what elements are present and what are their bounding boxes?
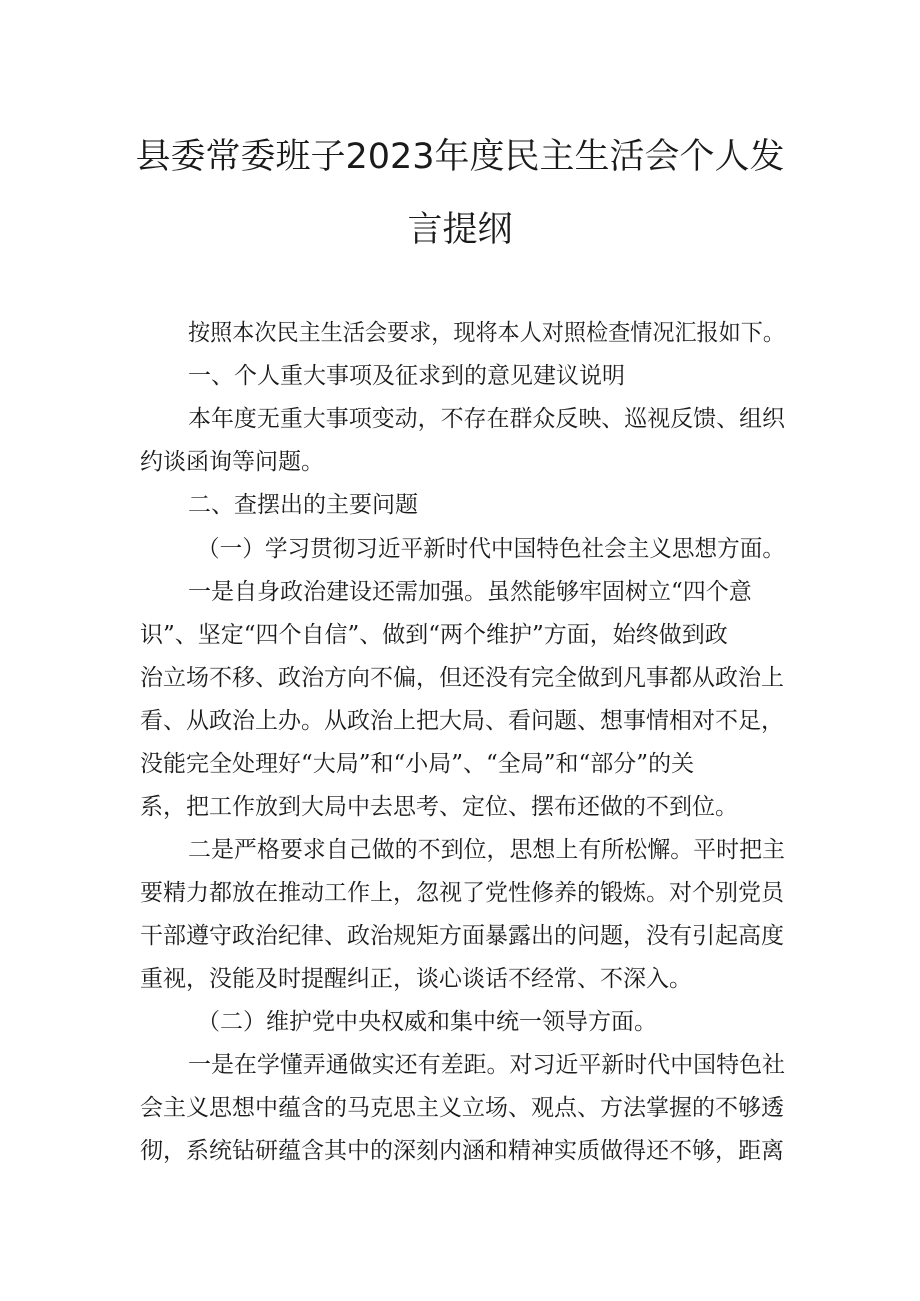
paragraph-line: 会主义思想中蕴含的马克思主义立场、观点、方法掌握的不够透 bbox=[140, 1095, 784, 1121]
paragraph-line: 二是严格要求自己做的不到位，思想上有所松懈。平时把主 bbox=[188, 837, 785, 863]
paragraph-line: 没能完全处理好“大局”和“小局”、“全局”和“部分”的关 bbox=[140, 751, 695, 777]
paragraph-line: 识”、坚定“四个自信”、做到“两个维护”方面，始终做到政 bbox=[140, 622, 728, 648]
paragraph-line: 本年度无重大事项变动，不存在群众反映、巡视反馈、组织 bbox=[188, 406, 785, 432]
document-title-line-2: 言提纲 bbox=[407, 210, 513, 250]
section-heading-text: 二、查摆出的主要问题 bbox=[188, 492, 418, 518]
subsection-heading-text: （二）维护党中央权威和集中统一领导方面。 bbox=[197, 1009, 657, 1035]
paragraph-line: 彻，系统钻研蕴含其中的深刻内涵和精神实质做得还不够，距离 bbox=[140, 1138, 784, 1164]
paragraph-line: 要精力都放在推动工作上，忽视了党性修养的锻炼。对个别党员 bbox=[140, 880, 784, 906]
paragraph-line: 一是自身政治建设还需加强。虽然能够牢固树立“四个意 bbox=[188, 579, 752, 605]
subsection-heading-text: （一）学习贯彻习近平新时代中国特色社会主义思想方面。 bbox=[197, 536, 785, 562]
paragraph-line: 系，把工作放到大局中去思考、定位、摆布还做的不到位。 bbox=[140, 794, 738, 820]
document-title-line-1: 县委常委班子2023年度民主生活会个人发 bbox=[135, 137, 785, 177]
paragraph-line: 重视，没能及时提醒纠正，谈心谈话不经常、不深入。 bbox=[140, 966, 692, 992]
paragraph-line: 干部遵守政治纪律、政治规矩方面暴露出的问题，没有引起高度 bbox=[140, 923, 784, 949]
paragraph-line: 一是在学懂弄通做实还有差距。对习近平新时代中国特色社 bbox=[188, 1052, 785, 1078]
paragraph-line: 看、从政治上办。从政治上把大局、看问题、想事情相对不足， bbox=[140, 708, 784, 734]
paragraph-line: 治立场不移、政治方向不偏，但还没有完全做到凡事都从政治上 bbox=[140, 665, 784, 691]
paragraph-line: 按照本次民主生活会要求，现将本人对照检查情况汇报如下。 bbox=[188, 320, 785, 346]
section-heading-text: 一、个人重大事项及征求到的意见建议说明 bbox=[188, 363, 625, 389]
paragraph-line: 约谈函询等问题。 bbox=[140, 449, 324, 475]
